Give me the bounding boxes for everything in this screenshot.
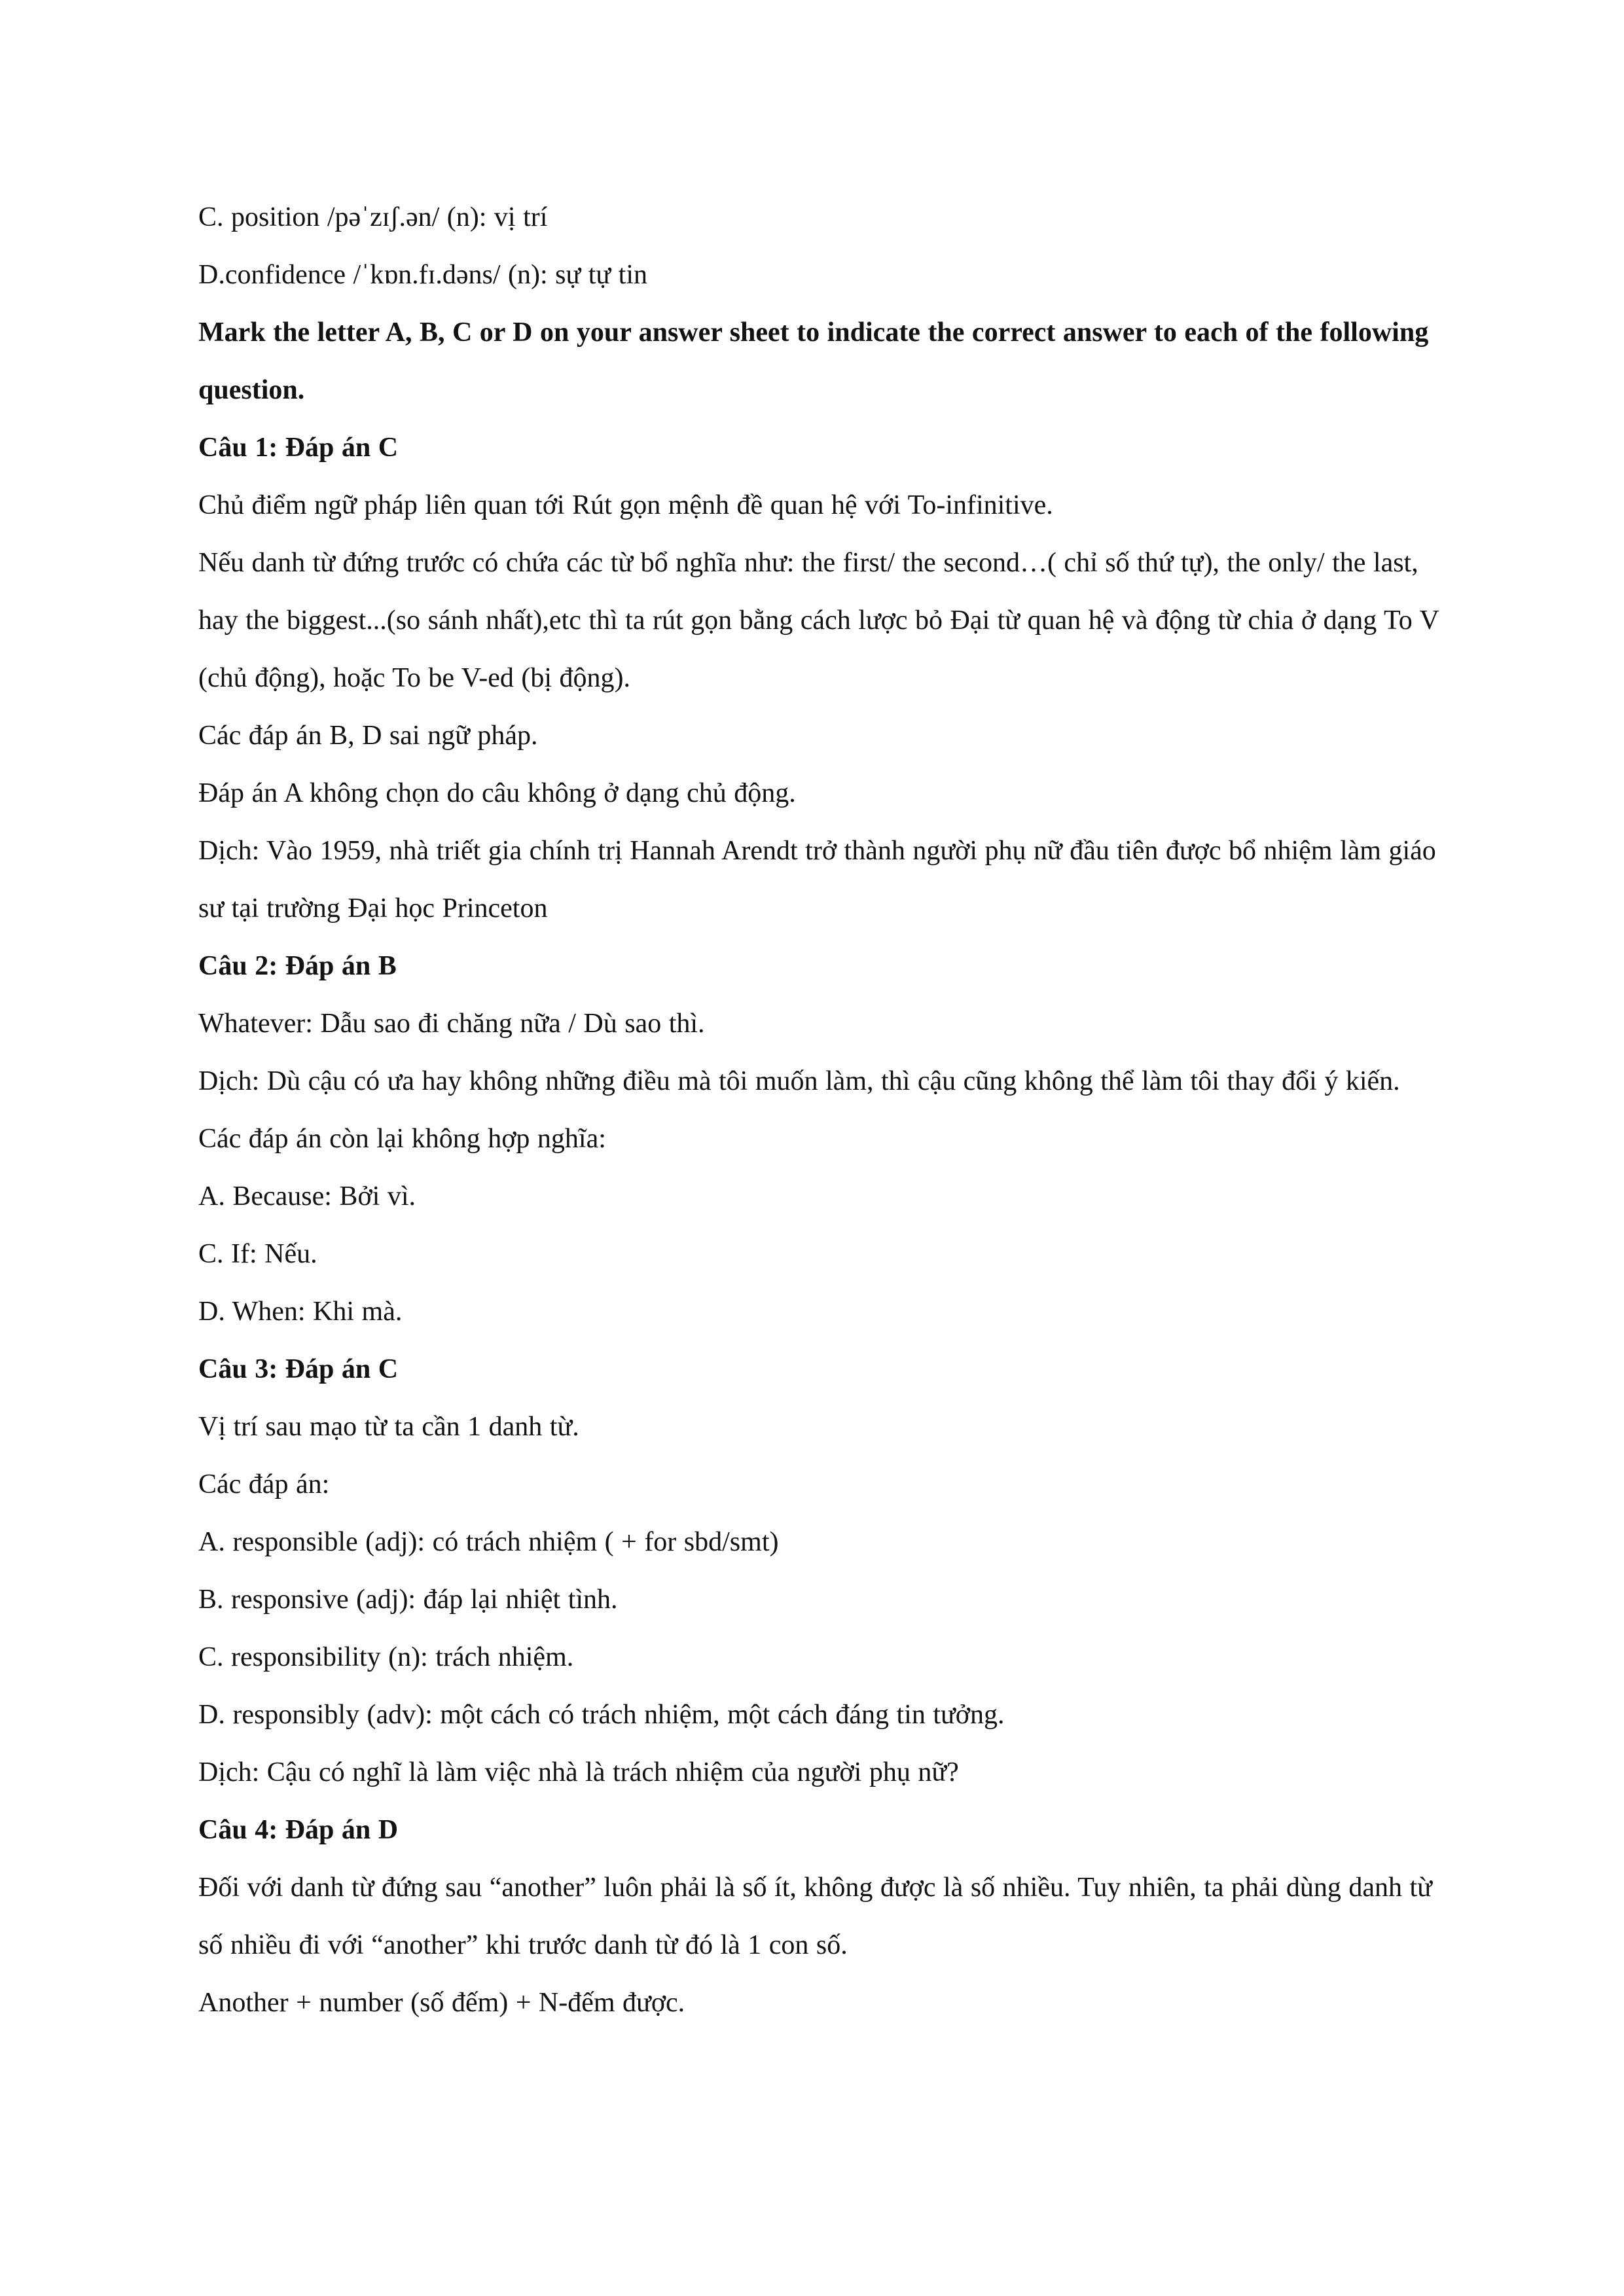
paragraph: D.confidence /ˈkɒn.fɪ.dəns/ (n): sự tự tin [198,260,648,290]
paragraph: Whatever: Dẫu sao đi chăng nữa / Dù sao thì. [198,1009,705,1039]
paragraph: Nếu danh từ đứng trước có chứa các từ bổ nghĩa như: the first/ the second…( chỉ số thứ tự), the only/ the last, hay the biggest...(so sánh nhất),etc thì ta rút gọn bằng cách lược bỏ Đại từ quan hệ và động từ chia ở dạng To V (chủ động), hoặc To be V-ed (bị động). [198,548,1439,693]
paragraph: D. When: Khi mà. [198,1297,403,1327]
paragraph: Đáp án A không chọn do câu không ở dạng chủ động. [198,778,796,808]
paragraph-bold: Câu 4: Đáp án D [198,1815,399,1845]
paragraph: A. responsible (adj): có trách nhiệm ( + for sbd/smt) [198,1527,779,1557]
paragraph: B. responsive (adj): đáp lại nhiệt tình. [198,1585,618,1615]
paragraph: C. If: Nếu. [198,1239,317,1269]
paragraph-bold: Mark the letter A, B, C or D on your answer sheet to indicate the correct answer to each of the following question. [198,317,1429,405]
paragraph: Dịch: Vào 1959, nhà triết gia chính trị Hannah Arendt trở thành người phụ nữ đầu tiên được bổ nhiệm làm giáo sư tại trường Đại học Princeton [198,836,1436,924]
paragraph: Đối với danh từ đứng sau “another” luôn phải là số ít, không được là số nhiều. Tuy nhiên, ta phải dùng danh từ số nhiều đi với “another” khi trước danh từ đó là 1 con số. [198,1873,1432,1960]
paragraph: C. responsibility (n): trách nhiệm. [198,1642,574,1672]
paragraph-bold: Câu 1: Đáp án C [198,433,399,463]
paragraph: C. position /pəˈzɪʃ.ən/ (n): vị trí [198,202,548,232]
paragraph: Chủ điểm ngữ pháp liên quan tới Rút gọn mệnh đề quan hệ với To-infinitive. [198,490,1053,520]
paragraph: Another + number (số đếm) + N-đếm được. [198,1988,685,2018]
paragraph: D. responsibly (adv): một cách có trách nhiệm, một cách đáng tin tưởng. [198,1700,1005,1730]
document-body [198,188,1449,2032]
paragraph: Dịch: Cậu có nghĩ là làm việc nhà là trách nhiệm của người phụ nữ? [198,1757,959,1787]
paragraph: Các đáp án: [198,1469,330,1499]
paragraph: Vị trí sau mạo từ ta cần 1 danh từ. [198,1412,579,1442]
paragraph: Các đáp án B, D sai ngữ pháp. [198,721,538,751]
paragraph: Các đáp án còn lại không hợp nghĩa: [198,1124,606,1154]
paragraph-bold: Câu 3: Đáp án C [198,1354,399,1384]
paragraph-bold: Câu 2: Đáp án B [198,951,397,981]
paragraph: Dịch: Dù cậu có ưa hay không những điều mà tôi muốn làm, thì cậu cũng không thể làm tôi thay đổi ý kiến. [198,1066,1400,1096]
paragraph: A. Because: Bởi vì. [198,1181,416,1211]
